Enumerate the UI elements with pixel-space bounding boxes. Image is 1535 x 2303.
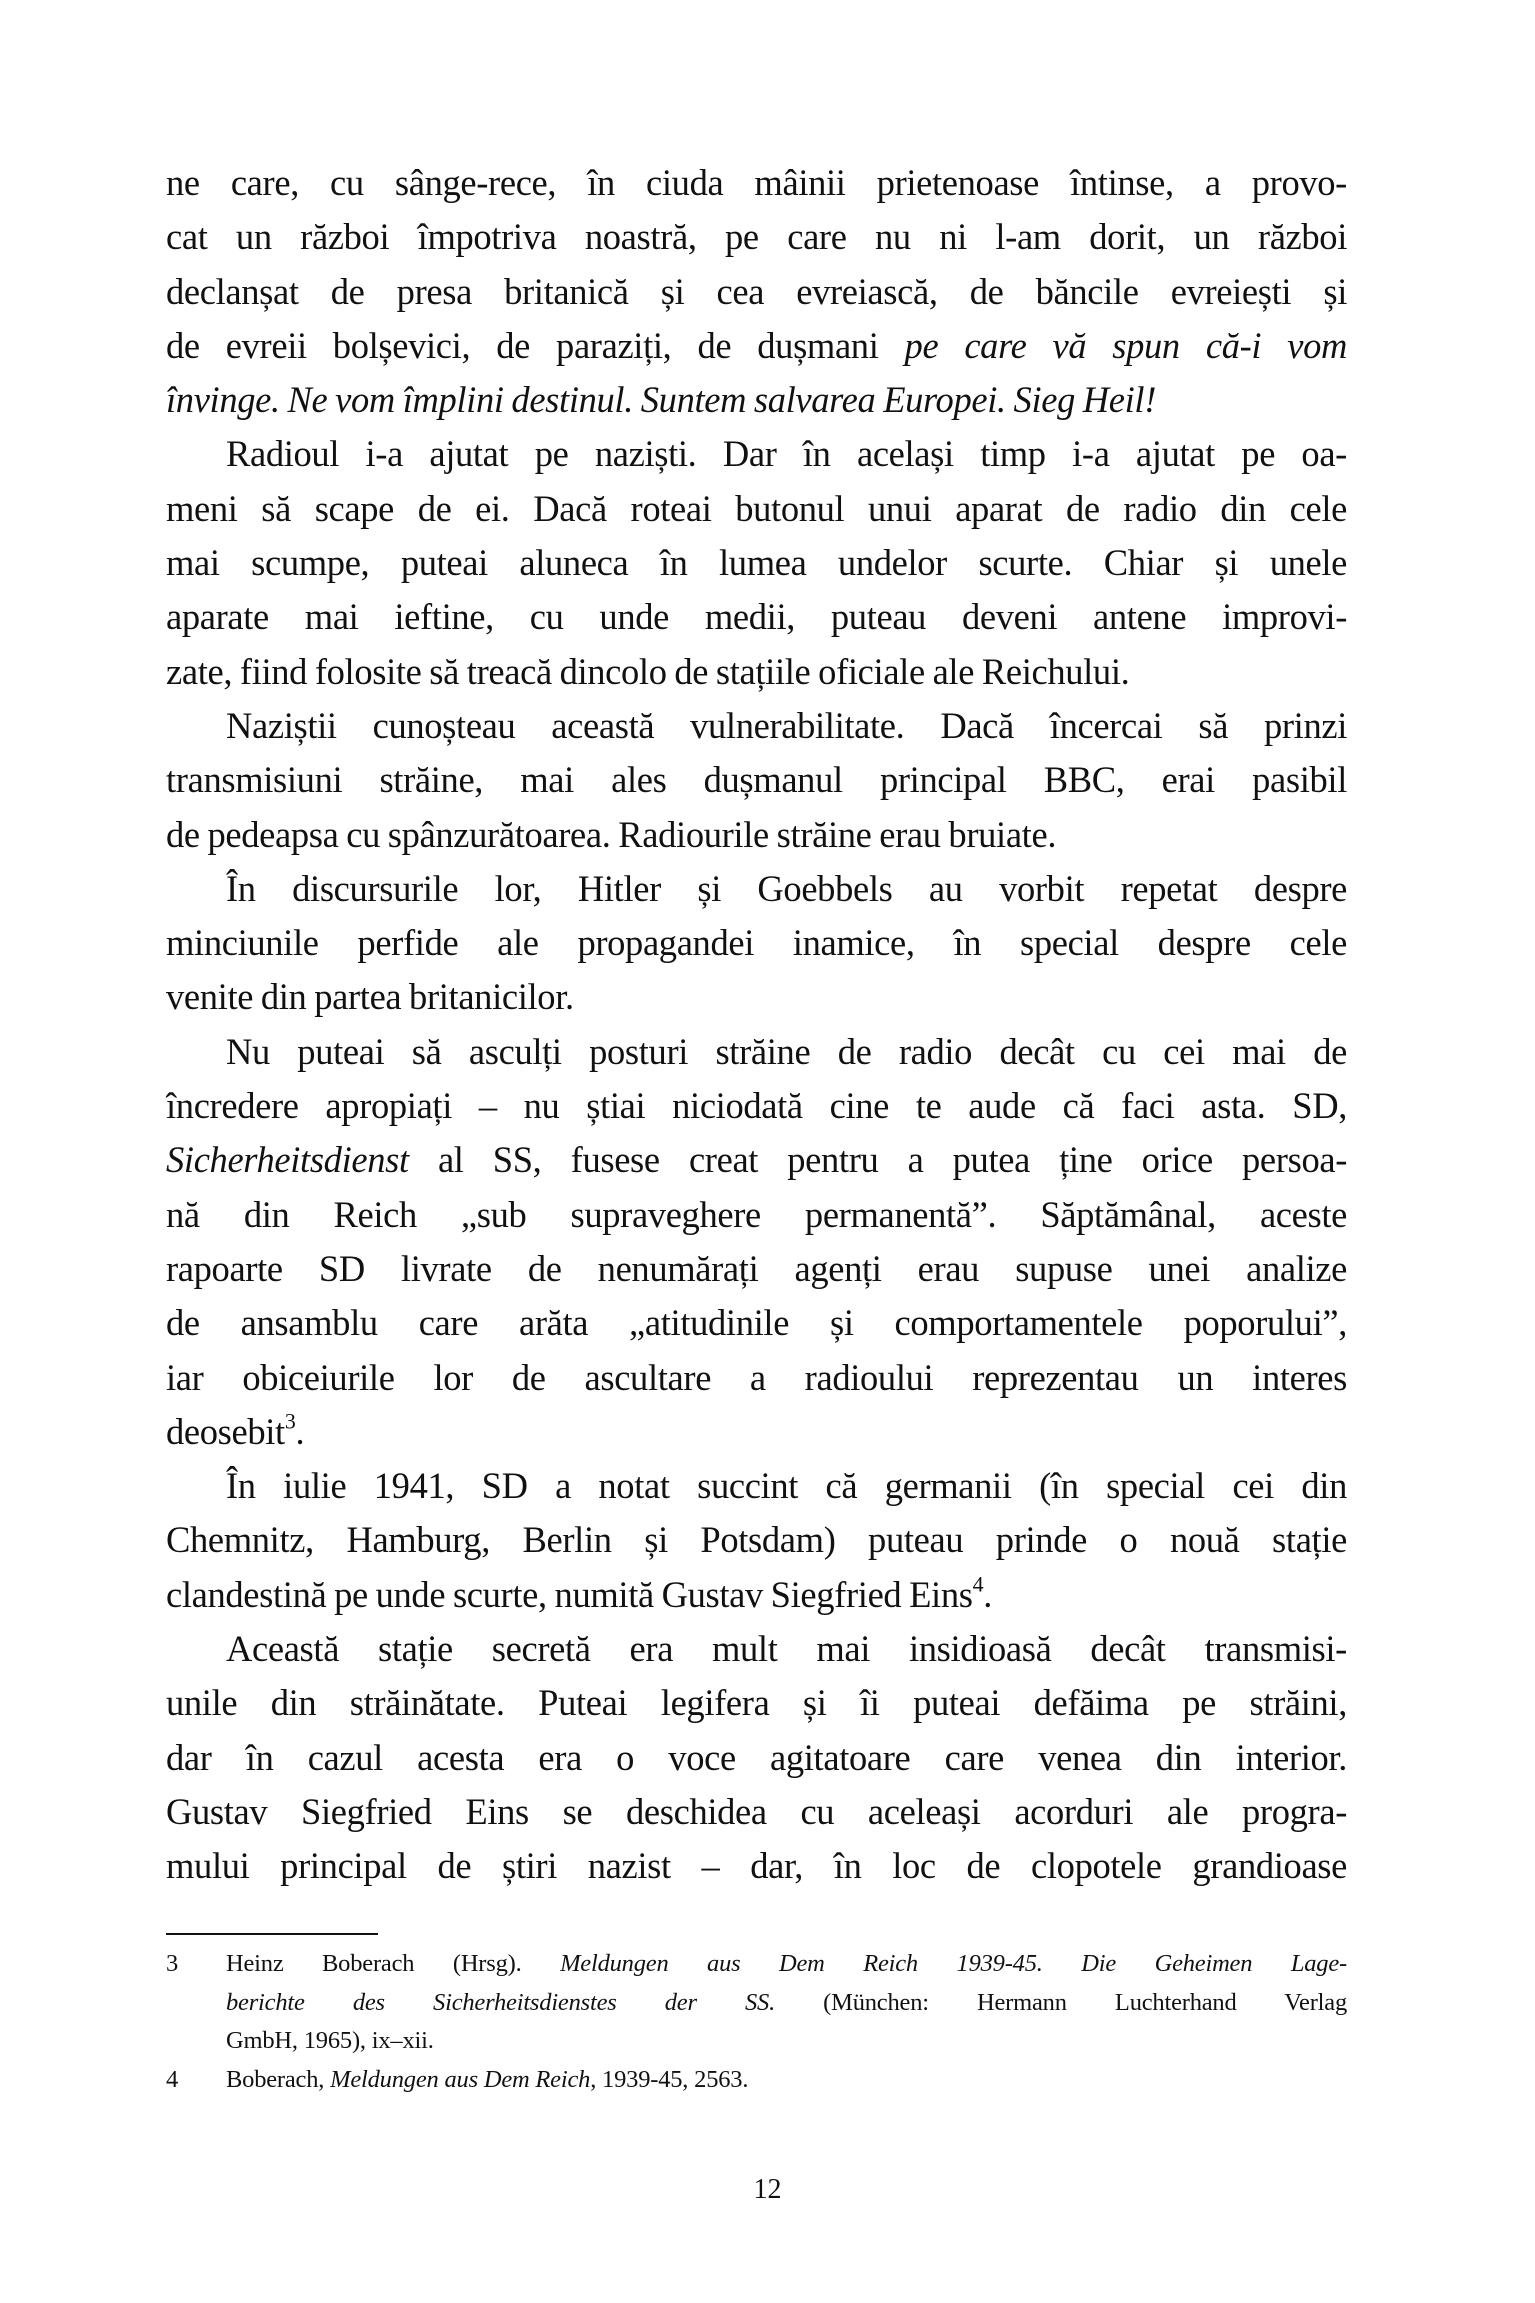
footnote (166, 2061, 1347, 2100)
italic-text: Meldungen aus Dem Reich (330, 2065, 591, 2093)
text-segment: rapoarte SD livrate de nenumărați agenți erau supuse unei analize (166, 1247, 1347, 1289)
text-segment: ne care, cu sânge-rece, în ciuda mâinii prietenoase întinse, a provo- (166, 162, 1347, 203)
text-line (166, 1133, 1347, 1187)
footnote-number: 3 (166, 1950, 179, 1977)
text-line (166, 536, 1347, 590)
text-segment: GmbH, 1965), ix–xii. (226, 2027, 434, 2055)
footnote-line (226, 1945, 1347, 1984)
text-segment: . (983, 1573, 992, 1615)
text-segment: mai scumpe, puteai aluneca în lumea undelor scurte. Chiar și unele (166, 542, 1347, 584)
text-line (166, 1351, 1347, 1405)
text-line (166, 1785, 1347, 1839)
text-line (166, 1459, 1347, 1513)
text-line (166, 699, 1347, 753)
text-segment: zate, fiind folosite să treacă dincolo de stațiile oficiale ale Reichului. (166, 650, 1130, 692)
text-segment: mului principal de știri nazist – dar, în loc de clopotele grandioase (166, 1845, 1347, 1887)
footnote (166, 1945, 1347, 2061)
text-line (166, 1731, 1347, 1785)
footnote-number: 4 (166, 2065, 179, 2093)
text-line (166, 1296, 1347, 1350)
text-segment: Naziștii cunoșteau această vulnerabilitate. Dacă încercai să prinzi (226, 704, 1347, 746)
text-segment: transmisiuni străine, mai ales dușmanul principal BBC, erai pasibil (166, 759, 1347, 801)
text-line (166, 862, 1347, 916)
body-text (166, 156, 1347, 1894)
text-segment: dar în cazul acesta era o voce agitatoare care venea din interior. (166, 1736, 1347, 1778)
footnote-line (226, 1984, 1347, 2023)
text-line (166, 1242, 1347, 1296)
text-line (166, 1188, 1347, 1242)
text-line (166, 1622, 1347, 1676)
footnote-reference: 3 (284, 1408, 296, 1434)
text-segment: iar obiceiurile lor de ascultare a radioului reprezentau un interes (166, 1356, 1347, 1398)
text-segment: În iulie 1941, SD a notat succint că germanii (în special cei din (226, 1465, 1347, 1507)
text-line (166, 373, 1347, 427)
text-segment: Această stație secretă era mult mai insidioasă decât transmisi- (226, 1628, 1347, 1670)
text-segment: declanșat de presa britanică și cea evreiască, de băncile evreiești și (166, 270, 1347, 312)
text-line (166, 1025, 1347, 1079)
text-segment: cat un război împotriva noastră, pe care nu ni l-am dorit, un război (166, 216, 1347, 258)
text-segment: , 1939-45, 2563. (590, 2065, 749, 2093)
text-line (166, 1079, 1347, 1133)
italic-text: pe care vă spun că-i vom (904, 324, 1347, 366)
italic-text: învinge. Ne vom împlini destinul. Suntem salvarea Europei. Sieg Heil! (166, 379, 1157, 421)
text-segment: Chemnitz, Hamburg, Berlin și Potsdam) puteau prinde o nouă stație (166, 1519, 1347, 1561)
footnotes (166, 1945, 1347, 2099)
italic-text: Meldungen aus Dem Reich 1939-45. Die Geheimen Lage- (560, 1950, 1347, 1977)
italic-text: Sicherheitsdienst (166, 1139, 409, 1181)
text-segment: Boberach, (226, 2065, 331, 2093)
text-line (166, 1513, 1347, 1567)
text-segment: Heinz Boberach (Hrsg). (226, 1950, 561, 1977)
text-segment: încredere apropiați – nu știai niciodată cine te aude că faci asta. SD, (166, 1085, 1347, 1127)
text-line (166, 1405, 1347, 1459)
text-line (166, 156, 1347, 210)
text-segment: de evreii bolșevici, de paraziți, de dușmani (166, 324, 905, 366)
text-line (166, 319, 1347, 373)
footnote-line (226, 2061, 1347, 2100)
text-segment: Nu puteai să asculți posturi străine de radio decât cu cei mai de (226, 1030, 1347, 1072)
text-line (166, 645, 1347, 699)
text-segment: În discursurile lor, Hitler și Goebbels au vorbit repetat despre (226, 867, 1347, 909)
text-segment: . (295, 1410, 305, 1452)
text-segment: Gustav Siegfried Eins se deschidea cu aceleași acorduri ale progra- (166, 1790, 1347, 1832)
text-segment: deosebit (166, 1410, 285, 1452)
text-line (166, 265, 1347, 319)
text-segment: minciunile perfide ale propagandei inamice, în special despre cele (166, 922, 1347, 964)
text-segment: unile din străinătate. Puteai legifera și îi puteai defăima pe străini, (166, 1682, 1347, 1724)
text-line (166, 427, 1347, 481)
text-line (166, 1839, 1347, 1893)
text-segment: de pedeapsa cu spânzurătoarea. Radiourile străine erau bruiate. (166, 813, 1057, 855)
text-segment: clandestină pe unde scurte, numită Gustav Siegfried Eins (166, 1573, 973, 1615)
footnote-line (226, 2022, 1347, 2061)
text-line (166, 970, 1347, 1024)
page-number: 12 (753, 2174, 782, 2205)
footnote-separator (166, 1933, 378, 1935)
text-segment: de ansamblu care arăta „atitudinile și comportamentele poporului”, (166, 1302, 1347, 1344)
text-segment: venite din partea britanicilor. (166, 976, 574, 1018)
text-segment: al SS, fusese creat pentru a putea ține orice persoa- (408, 1139, 1347, 1181)
text-line (166, 1676, 1347, 1730)
text-line (166, 808, 1347, 862)
text-line (166, 482, 1347, 536)
footnote-reference: 4 (972, 1571, 984, 1597)
text-line (166, 916, 1347, 970)
text-line (166, 753, 1347, 807)
text-segment: (München: Hermann Luchterhand Verlag (775, 1988, 1347, 2016)
text-line (166, 210, 1347, 264)
text-segment: nă din Reich „sub supraveghere permanentă”. Săptămânal, aceste (166, 1193, 1347, 1235)
text-segment: Radioul i-a ajutat pe naziști. Dar în același timp i-a ajutat pe oa- (226, 433, 1347, 475)
italic-text: berichte des Sicherheitsdienstes der SS. (226, 1988, 775, 2016)
text-segment: meni să scape de ei. Dacă roteai butonul unui aparat de radio din cele (166, 487, 1347, 529)
text-segment: aparate mai ieftine, cu unde medii, puteau deveni antene improvi- (166, 596, 1347, 638)
text-line (166, 590, 1347, 644)
text-line (166, 1568, 1347, 1622)
